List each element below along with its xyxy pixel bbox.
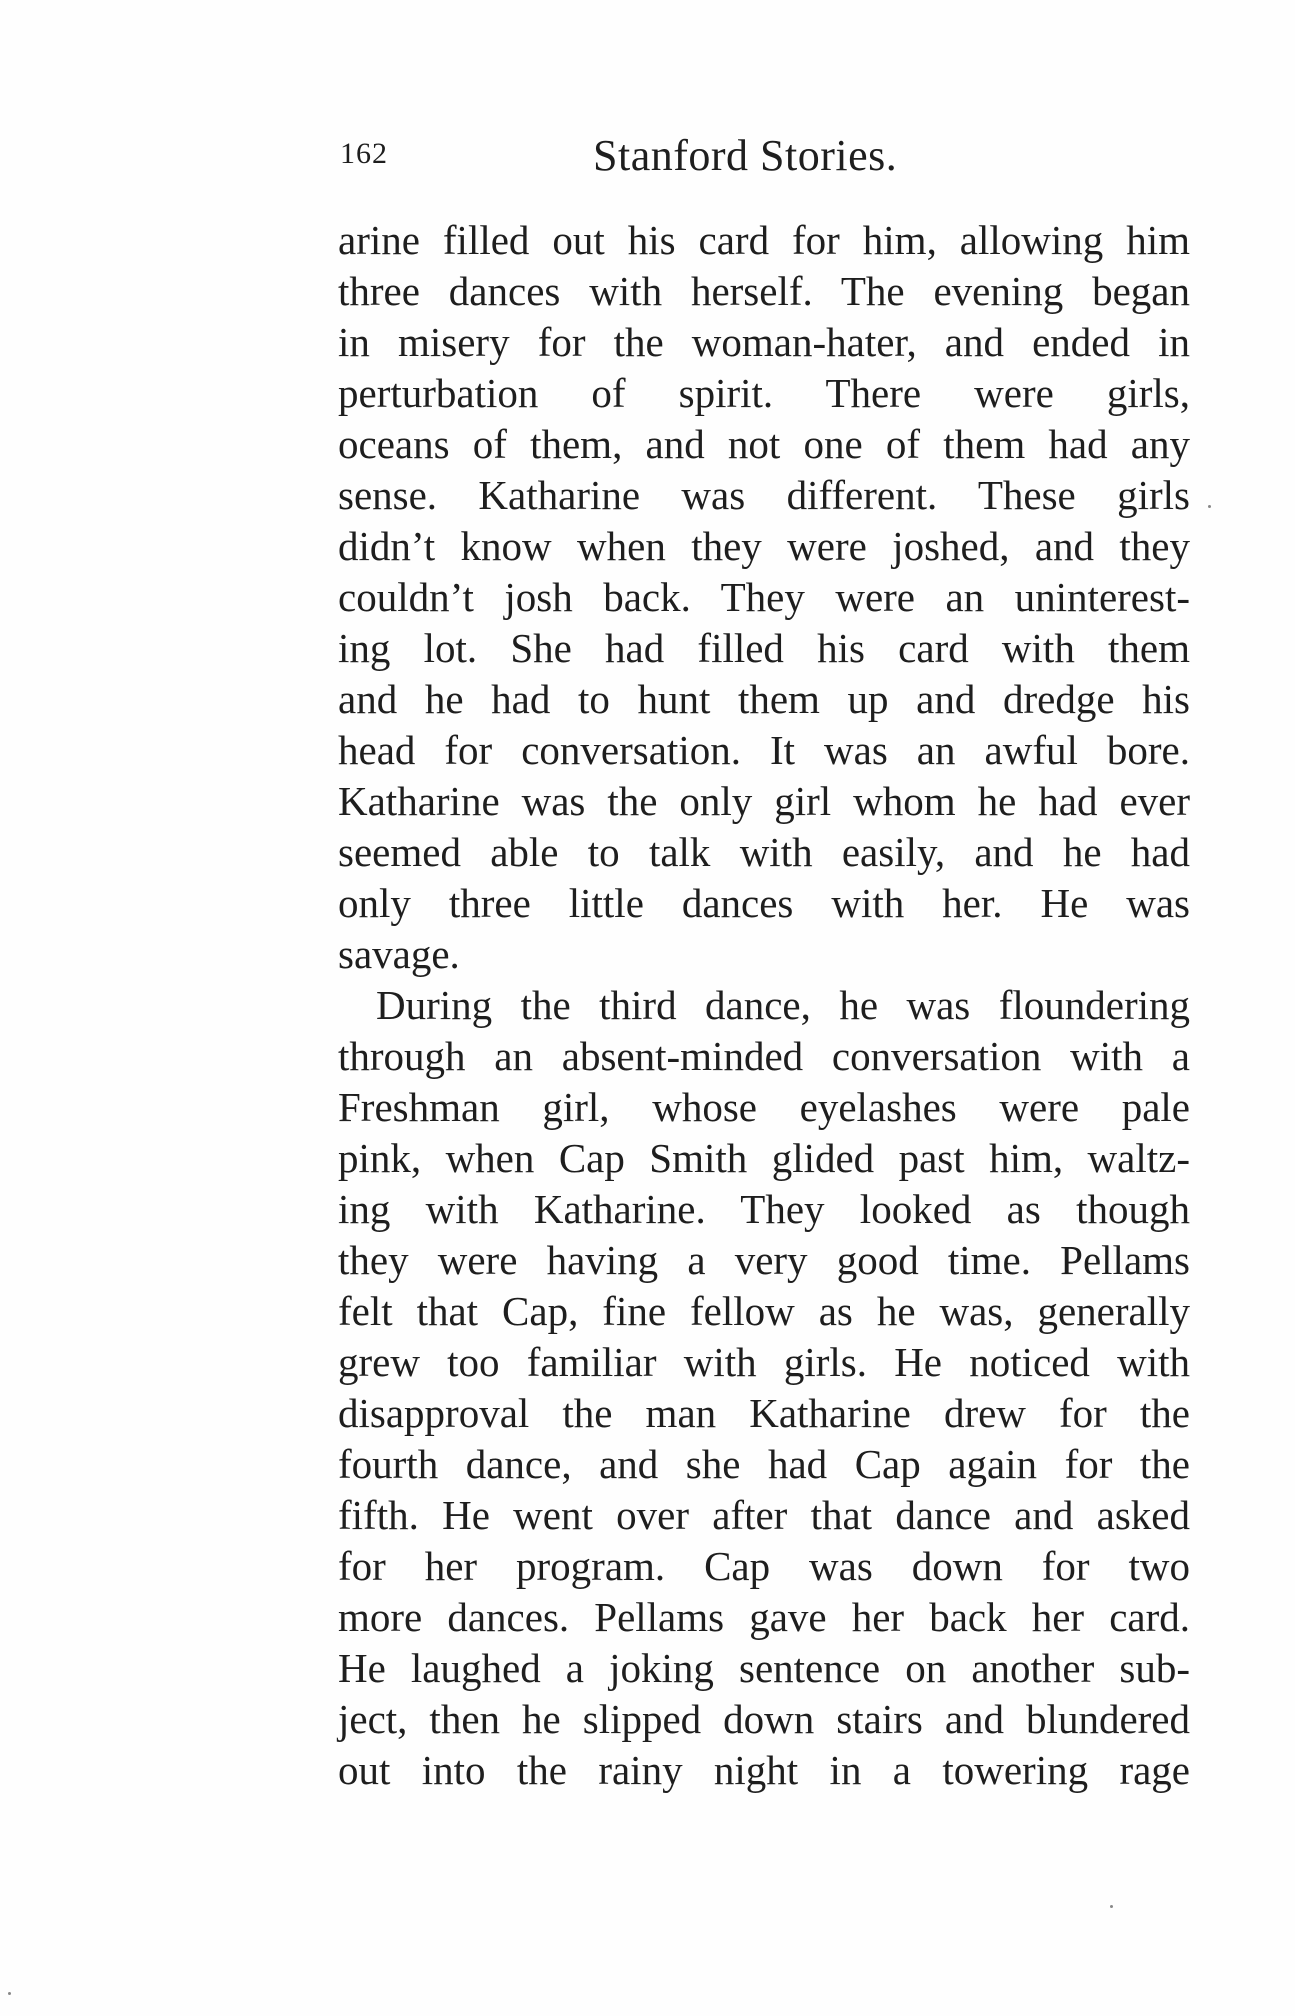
scan-speck (1208, 505, 1211, 508)
text-line: couldn’t josh back. They were an uninterest- (338, 574, 1190, 620)
page-number: 162 (340, 137, 388, 170)
text-line: savage. (338, 931, 460, 977)
text-line: ject, then he slipped down stairs and blundered (338, 1696, 1190, 1742)
scan-speck (1110, 1905, 1113, 1908)
text-line: disapproval the man Katharine drew for the (338, 1390, 1190, 1436)
text-line: perturbation of spirit. There were girls, (338, 370, 1190, 416)
text-line: in misery for the woman-hater, and ended in (338, 319, 1190, 365)
text-line: out into the rainy night in a towering rage (338, 1747, 1190, 1793)
body-text (338, 215, 1190, 1796)
text-line: they were having a very good time. Pellams (338, 1237, 1190, 1283)
scan-speck (8, 1992, 11, 1995)
text-line: fifth. He went over after that dance and asked (338, 1492, 1190, 1538)
text-line: ing with Katharine. They looked as though (338, 1186, 1190, 1232)
paragraph-start-line: During the third dance, he was floundering (376, 982, 1190, 1028)
text-line: Freshman girl, whose eyelashes were pale (338, 1084, 1190, 1130)
text-line: oceans of them, and not one of them had any (338, 421, 1190, 467)
text-line: and he had to hunt them up and dredge his (338, 676, 1190, 722)
running-title: Stanford Stories. (593, 131, 898, 180)
text-line: fourth dance, and she had Cap again for the (338, 1441, 1190, 1487)
text-line: for her program. Cap was down for two (338, 1543, 1190, 1589)
text-line: arine filled out his card for him, allowing him (338, 217, 1190, 263)
text-line: three dances with herself. The evening began (338, 268, 1190, 314)
text-line: pink, when Cap Smith glided past him, waltz- (338, 1135, 1190, 1181)
text-line: sense. Katharine was different. These girls (338, 472, 1190, 518)
text-line: Katharine was the only girl whom he had ever (338, 778, 1190, 824)
text-line: didn’t know when they were joshed, and they (338, 523, 1190, 569)
text-line: seemed able to talk with easily, and he had (338, 829, 1190, 875)
text-line: only three little dances with her. He was (338, 880, 1190, 926)
text-line: He laughed a joking sentence on another sub- (338, 1645, 1190, 1691)
text-line: grew too familiar with girls. He noticed with (338, 1339, 1190, 1385)
text-line: head for conversation. It was an awful bore. (338, 727, 1190, 773)
text-line: more dances. Pellams gave her back her card. (338, 1594, 1190, 1640)
text-line: felt that Cap, fine fellow as he was, generally (338, 1288, 1190, 1334)
text-line: through an absent-minded conversation with a (338, 1033, 1190, 1079)
text-line: ing lot. She had filled his card with them (338, 625, 1190, 671)
